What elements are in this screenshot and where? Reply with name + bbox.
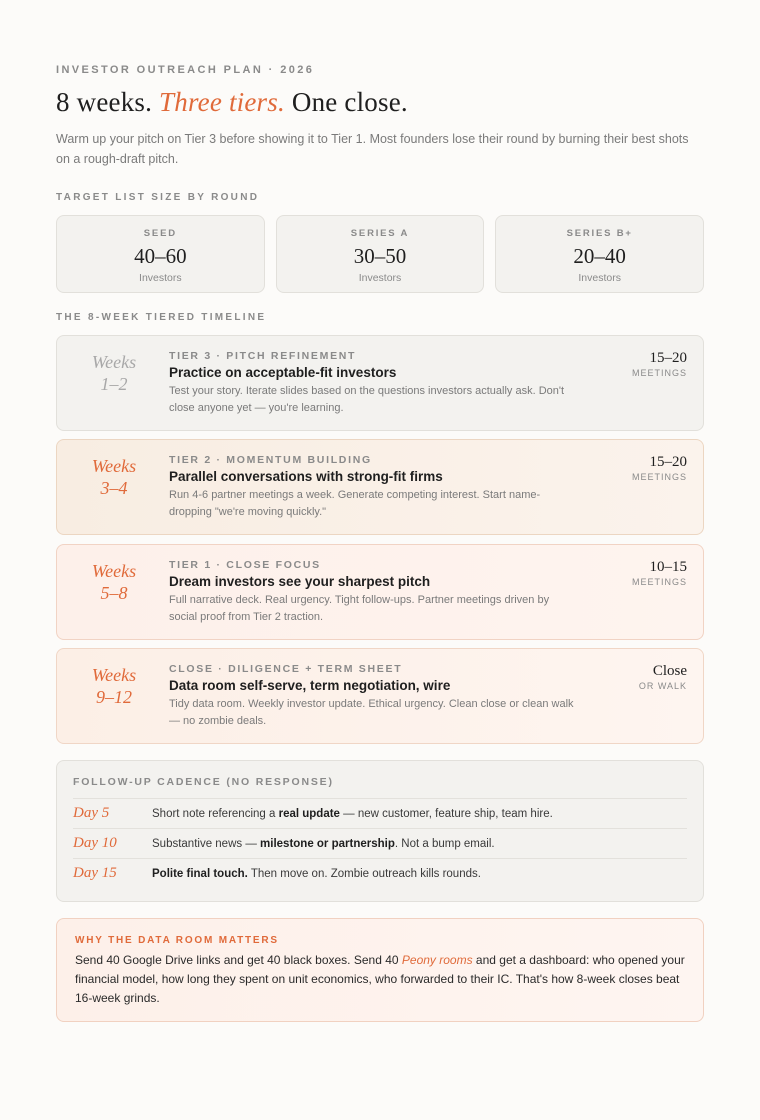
tier-weeks	[57, 455, 171, 499]
cadence-text: Short note referencing a real update — new customer, feature ship, team hire.	[152, 807, 553, 820]
tier-description: Full narrative deck. Real urgency. Tight follow-ups. Partner meetings driven by social proof from Tier 2 traction.	[169, 594, 550, 623]
follow-up-cadence-card	[56, 760, 704, 902]
round-unit: Investors	[578, 272, 621, 284]
page-title	[56, 87, 408, 118]
cadence-day: Day 15	[73, 865, 117, 881]
cadence-text: Polite final touch. Then move on. Zombie outreach kills rounds.	[152, 867, 481, 880]
tier-card-close	[56, 648, 704, 744]
round-cards	[56, 215, 704, 293]
cadence-row	[73, 798, 687, 828]
tier-title: Dream investors see your sharpest pitch	[169, 574, 431, 589]
tier-kicker: TIER 1 · CLOSE FOCUS	[169, 559, 321, 571]
tier-outcome-label: OR WALK	[638, 681, 687, 691]
cadence-day: Day 5	[73, 805, 110, 821]
tier-card-tier-3	[56, 335, 704, 431]
cadence-emphasis: milestone or partnership	[260, 837, 395, 850]
cadence-emphasis: Polite final touch.	[152, 867, 248, 880]
tier-meeting-label: MEETINGS	[631, 577, 687, 587]
round-unit: Investors	[139, 272, 182, 284]
tier-description: Tidy data room. Weekly investor update. Ethical urgency. Clean close or clean walk — no zombie deals.	[169, 698, 574, 727]
cadence-list	[73, 798, 687, 888]
tier-weeks	[57, 351, 171, 395]
eyebrow: INVESTOR OUTREACH PLAN · 2026	[56, 64, 315, 76]
tier-meeting-count: 10–15	[649, 559, 687, 575]
cadence-row	[73, 828, 687, 858]
tier-description: Test your story. Iterate slides based on the questions investors actually ask. Don't close anyone yet — you're learning.	[169, 385, 565, 414]
cadence-row	[73, 858, 687, 888]
tier-weeks-range: 3–4	[100, 478, 128, 498]
callout-text: Send 40 Google Drive links and get 40 black boxes. Send 40 Peony rooms and get a dashboard: who opened your financial model, how long they spent on unit economics, who forwarded to their IC. That's how 8-week closes beat 16-week grinds.	[75, 953, 685, 1005]
tier-meeting-label: MEETINGS	[631, 472, 687, 482]
round-card-series-a	[276, 215, 485, 293]
round-name: SEED	[143, 228, 177, 239]
round-value: 40–60	[134, 244, 187, 268]
round-card-seed	[56, 215, 265, 293]
callout-label: WHY THE DATA ROOM MATTERS	[75, 935, 279, 946]
tier-weeks-range: 9–12	[96, 687, 132, 707]
tier-weeks-word: Weeks	[91, 352, 137, 372]
target-list-label: TARGET LIST SIZE BY ROUND	[56, 192, 260, 203]
headline-part-3: One close.	[291, 87, 408, 117]
tier-weeks-word: Weeks	[91, 561, 137, 581]
tier-card-tier-1	[56, 544, 704, 640]
tier-meeting-count: 15–20	[649, 350, 687, 366]
data-room-callout	[56, 918, 704, 1022]
round-unit: Investors	[358, 272, 402, 284]
round-name: SERIES B+	[566, 228, 633, 239]
tier-meeting-count: 15–20	[649, 454, 687, 470]
tier-title: Practice on acceptable-fit investors	[169, 365, 397, 380]
round-card-series-b	[495, 215, 704, 293]
tier-title: Parallel conversations with strong-fit firms	[169, 469, 443, 484]
peony-rooms-highlight: Peony rooms	[401, 953, 473, 967]
cadence-emphasis: real update	[278, 807, 340, 820]
cadence-label: FOLLOW-UP CADENCE (NO RESPONSE)	[73, 776, 334, 788]
tier-kicker: TIER 3 · PITCH REFINEMENT	[169, 350, 357, 362]
headline-part-1: 8 weeks.	[56, 87, 153, 117]
tier-weeks	[57, 560, 171, 604]
timeline-label: THE 8-WEEK TIERED TIMELINE	[56, 312, 267, 323]
tier-weeks	[57, 664, 171, 708]
intro-text: Warm up your pitch on Tier 3 before showing it to Tier 1. Most founders lose their round by burning their best shots on a rough-draft pitch.	[56, 132, 689, 166]
tier-card-tier-2	[56, 439, 704, 535]
tier-kicker: CLOSE · DILIGENCE + TERM SHEET	[169, 663, 403, 675]
cadence-day: Day 10	[73, 835, 117, 851]
round-value: 20–40	[573, 244, 626, 268]
tier-meeting-label: MEETINGS	[631, 368, 687, 378]
cadence-text: Substantive news — milestone or partnership. Not a bump email.	[152, 837, 495, 850]
tier-description: Run 4-6 partner meetings a week. Generate competing interest. Start name-dropping "we're moving quickly."	[169, 489, 541, 518]
tier-title: Data room self-serve, term negotiation, wire	[169, 678, 451, 693]
tier-kicker: TIER 2 · MOMENTUM BUILDING	[169, 454, 372, 466]
round-name: SERIES A	[350, 228, 410, 239]
tier-weeks-word: Weeks	[91, 665, 137, 685]
tier-weeks-range: 1–2	[100, 374, 128, 394]
round-value: 30–50	[353, 244, 407, 268]
tier-weeks-word: Weeks	[91, 456, 137, 476]
tier-weeks-range: 5–8	[100, 583, 128, 603]
tier-outcome: Close	[652, 663, 687, 679]
headline-accent: Three tiers.	[159, 87, 285, 117]
